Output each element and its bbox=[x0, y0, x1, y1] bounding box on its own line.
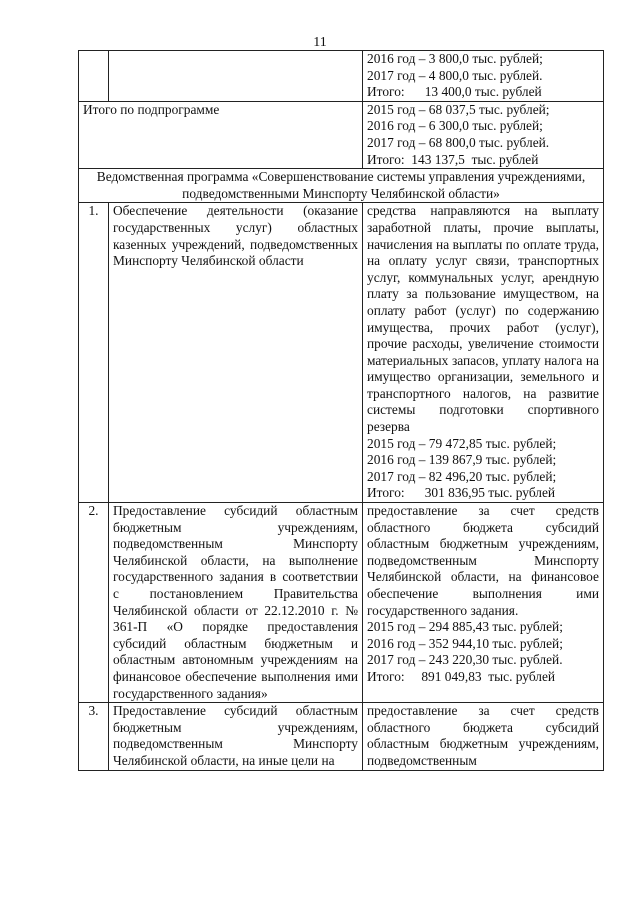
amount-line: 2017 год – 68 800,0 тыс. рублей. bbox=[367, 134, 550, 150]
desc-cell bbox=[363, 503, 604, 703]
table-row bbox=[79, 51, 604, 102]
amount-line: 2015 год – 79 472,85 тыс. рублей; bbox=[367, 435, 557, 451]
amount-total-line: Итого: 891 049,83 тыс. рублей bbox=[367, 668, 556, 684]
section-heading: Ведомственная программа «Совершенствование системы управления учреждениями, подведомственными Минспорту Челябинской области» bbox=[79, 169, 604, 203]
row-description: средства направляются на выплату заработной платы, прочие выплаты, начисления на выплаты по оплате труда, на оплату услуг связи, транспортных услуг, коммунальных услуг, арендную плату за пользование имуществом, на оплату работ (услуг) по содержанию имущества, прочих работ (услуг), прочие расходы, увеличение стоимости материальных запасов, уплату налога на имущество организации, земельного и транспортного налогов, на развитие системы подготовки спортивного резерва bbox=[367, 203, 599, 435]
amount-line: 2015 год – 68 037,5 тыс. рублей; bbox=[367, 101, 550, 117]
amount-line: 2016 год – 352 944,10 тыс. рублей; bbox=[367, 635, 563, 651]
row-number: 3. bbox=[79, 703, 109, 770]
desc-cell bbox=[363, 101, 604, 168]
table-row bbox=[79, 503, 604, 703]
amount-line: 2015 год – 294 885,43 тыс. рублей; bbox=[367, 619, 563, 635]
table-row bbox=[79, 101, 604, 168]
amount-line: 2016 год – 3 800,0 тыс. рублей; bbox=[367, 51, 543, 66]
page-number: 11 bbox=[313, 35, 327, 50]
amount-line: 2017 год – 4 800,0 тыс. рублей. bbox=[367, 67, 543, 83]
amount-total-line: Итого: 301 836,95 тыс. рублей bbox=[367, 485, 556, 501]
amount-total-line: Итого: 143 137,5 тыс. рублей bbox=[367, 151, 539, 167]
amount-line: 2016 год – 6 300,0 тыс. рублей; bbox=[367, 118, 543, 134]
desc-cell bbox=[363, 203, 604, 503]
row-name: Предоставление субсидий областным бюджетным учреждениям, подведомственным Минспорту Челябинской области, на иные цели на bbox=[109, 703, 363, 770]
name-cell bbox=[109, 51, 363, 102]
table-row bbox=[79, 203, 604, 503]
row-description: предоставление за счет средств областного бюджета субсидий областным бюджетным учреждениям, подведомственным Минспорту Челябинской области, на финансовое обеспечение выполнения ими государственного задания. bbox=[367, 503, 599, 618]
table-row bbox=[79, 169, 604, 203]
amount-line: 2016 год – 139 867,9 тыс. рублей; bbox=[367, 452, 557, 468]
amount-total-line: Итого: 13 400,0 тыс. рублей bbox=[367, 84, 542, 100]
desc-cell bbox=[363, 51, 604, 102]
row-number: 1. bbox=[79, 203, 109, 503]
amount-line: 2017 год – 82 496,20 тыс. рублей; bbox=[367, 468, 557, 484]
amount-line: 2017 год – 243 220,30 тыс. рублей. bbox=[367, 652, 563, 668]
table-row bbox=[79, 703, 604, 770]
row-name: Обеспечение деятельности (оказание государственных услуг) областных казенных учреждений, подведомственных Минспорту Челябинской области bbox=[109, 203, 363, 503]
row-number: 2. bbox=[79, 503, 109, 703]
num-cell bbox=[79, 51, 109, 102]
program-table bbox=[78, 50, 604, 771]
row-description: предоставление за счет средств областного бюджета субсидий областным бюджетным учреждениям, подведомственным bbox=[367, 703, 599, 768]
subprogram-total-label: Итого по подпрограмме bbox=[79, 101, 363, 168]
desc-cell bbox=[363, 703, 604, 770]
row-name: Предоставление субсидий областным бюджетным учреждениям, подведомственным Минспорту Челябинской области, на выполнение государственного задания в соответствии с постановлением Правительства Челябинской области от 22.12.2010 г. № 361-П «О порядке предоставления субсидий областным бюджетным и областным автономным учреждениям на финансовое обеспечение выполнения ими государственного задания» bbox=[109, 503, 363, 703]
